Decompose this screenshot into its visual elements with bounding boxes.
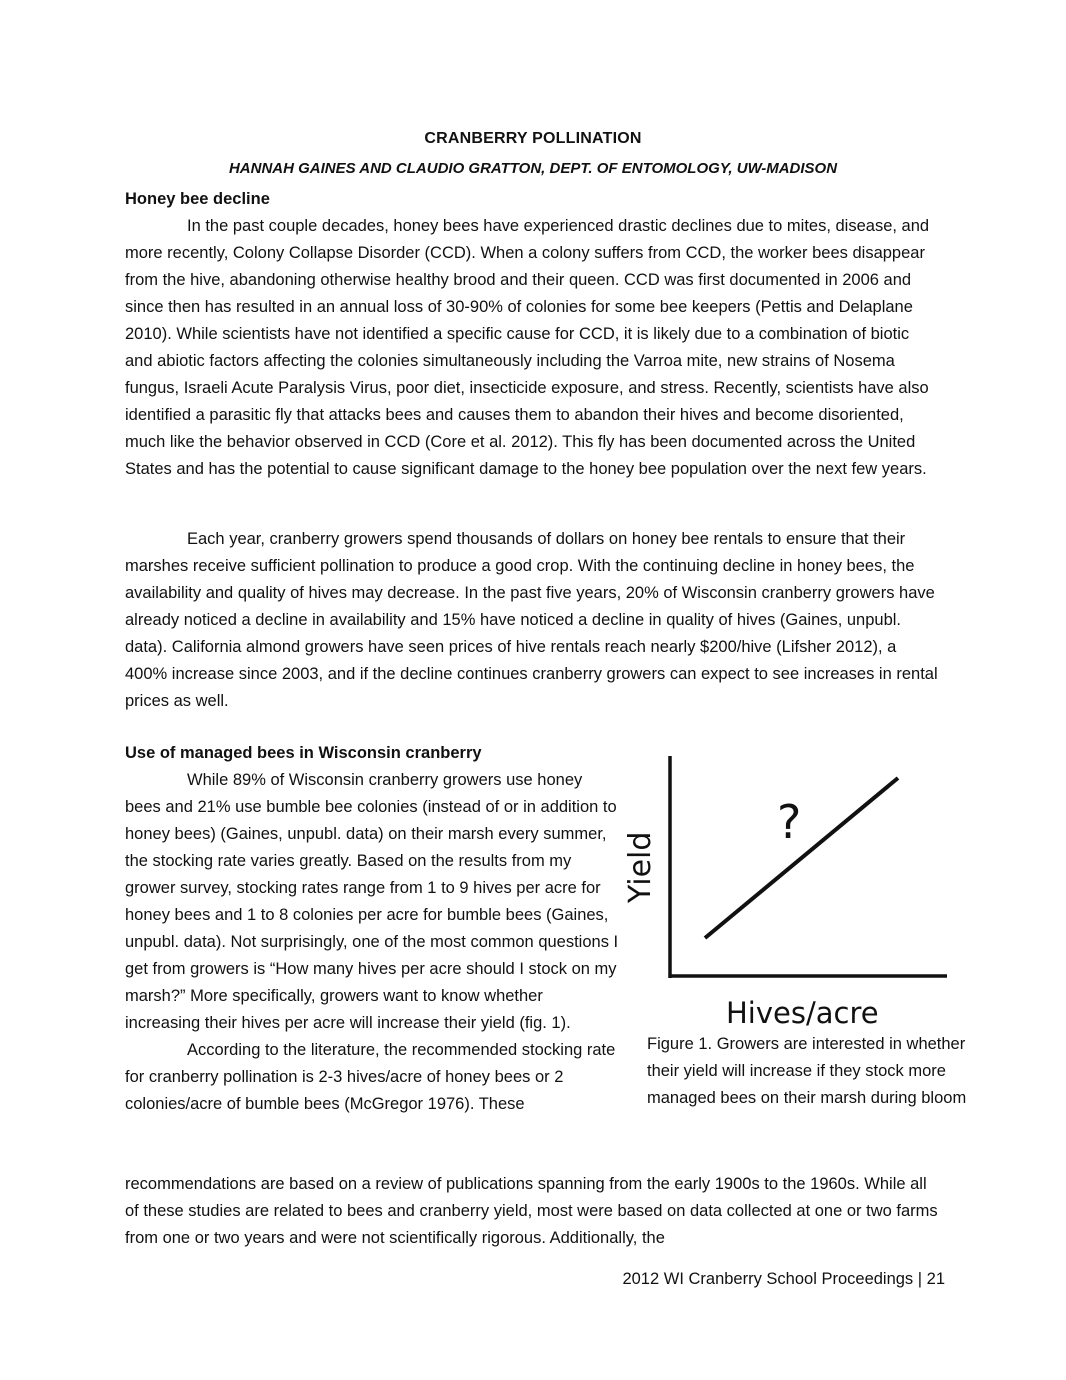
paragraph: In the past couple decades, honey bees have experienced drastic declines due to mites, disease, and more recently, Colony Collapse Disorder (CCD). When a colony suffers from CCD, the worker bees disappear from the hive, abandoning otherwise healthy brood and their queen. CCD was first documented in 2006 and since then has resulted in an annual loss of 30-90% of colonies for some bee keepers (Pettis and Delaplane 2010). While scientists have not identified a specific cause for CCD, it is likely due to a combination of biotic and abiotic factors affecting the colonies simultaneously including the Varroa mite, new strains of Nosema fungus, Israeli Acute Paralysis Virus, poor diet, insecticide exposure, and stress. Recently, scientists have also identified a parasitic fly that attacks bees and causes them to abandon their hives and become disoriented, much like the behavior observed in CCD (Core et al. 2012). This fly has been documented across the United States and has the potential to cause significant damage to the honey bee population over the next few years. [125,217,930,478]
paragraph: recommendations are based on a review of publications spanning from the early 1900s to the 1960s. While all of these studies are related to bees and cranberry yield, most were based on data collected at one or two farms from one or two years and were not scientifically rigorous. Additionally, the [125,1175,938,1247]
section-heading: Honey bee decline [125,190,270,208]
paragraph: Each year, cranberry growers spend thousands of dollars on honey bee rentals to ensure that their marshes receive sufficient pollination to produce a good crop. With the continuing decline in honey bees, the availability and quality of hives may decrease. In the past five years, 20% of Wisconsin cranberry growers have already noticed a decline in availability and 15% have noticed a decline in quality of hives (Gaines, unpubl. data). California almond growers have seen prices of hive rentals reach nearly $200/hive (Lifsher 2012), a 400% increase since 2003, and if the decline continues cranberry growers can expect to see increases in rental prices as well. [125,530,938,710]
paragraph: While 89% of Wisconsin cranberry growers use honey bees and 21% use bumble bee colonies (instead of or in addition to honey bees) (Gaines, unpubl. data) on their marsh every summer, the stocking rate varies greatly. Based on the results from my grower survey, stocking rates range from 1 to 9 hives per acre for honey bees and 1 to 8 colonies per acre for bumble bees (Gaines, unpubl. data). Not surprisingly, one of the most common questions I get from growers is “How many hives per acre should I stock on my marsh?” More specifically, growers want to know whether increasing their hives per acre will increase their yield (fig. 1). [125,771,619,1032]
trend-line [705,778,898,938]
yield-vs-hives-diagram [612,748,957,1038]
x-axis-label: Hives/acre [726,996,879,1030]
section-managed-bees-continued [125,1171,940,1252]
y-axis-label: Yield [623,831,658,903]
article-title: CRANBERRY POLLINATION [424,130,642,147]
section-heading: Use of managed bees in Wisconsin cranberry [125,744,482,762]
figure-caption: Figure 1. Growers are interested in whether their yield will increase if they stock more managed bees on their marsh during bloom [647,1035,967,1107]
page-footer: 2012 WI Cranberry School Proceedings | 21 [622,1270,945,1288]
paragraph: According to the literature, the recommended stocking rate for cranberry pollination is 2-3 hives/acre of honey bees or 2 colonies/acre of bumble bees (McGregor 1976). These [125,1041,616,1113]
article-authors: HANNAH GAINES AND CLAUDIO GRATTON, DEPT. OF ENTOMOLOGY, UW-MADISON [228,160,838,177]
section-honey-bee-decline [125,186,940,483]
figure-1 [612,748,957,1038]
section-managed-bees [125,740,620,1118]
section-honey-bee-decline-paragraph-2 [125,526,940,715]
question-mark: ? [777,795,802,849]
